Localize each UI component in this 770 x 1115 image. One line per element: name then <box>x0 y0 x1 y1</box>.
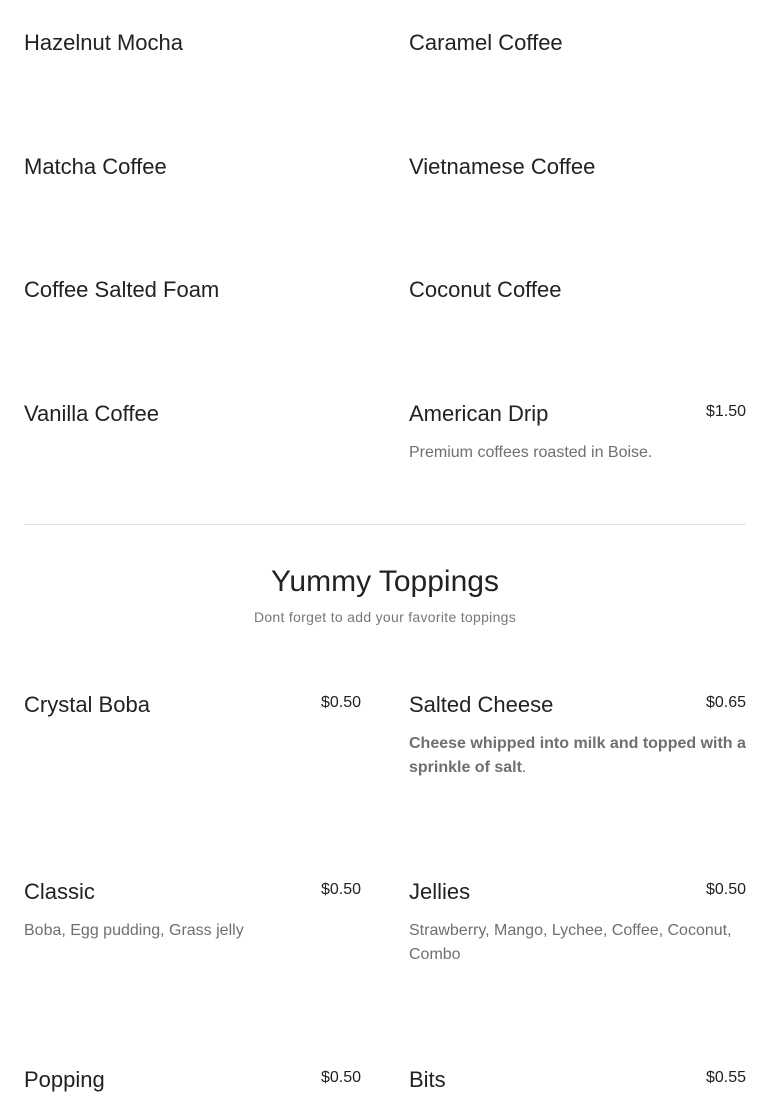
menu-item-name: Crystal Boba <box>24 692 150 717</box>
menu-item-salted-cheese <box>409 690 746 780</box>
menu-item-crystal-boba <box>24 690 361 720</box>
menu-item-description: Premium coffees roasted in Boise. <box>409 444 653 461</box>
menu-item-header <box>409 28 746 58</box>
menu-item-name: Vanilla Coffee <box>24 401 159 426</box>
menu-item-name: Coconut Coffee <box>409 277 562 302</box>
menu-item-price: $0.50 <box>320 1069 361 1086</box>
menu-item-header <box>409 399 746 429</box>
menu-item-description: Boba, Egg pudding, Grass jelly <box>24 922 244 939</box>
menu-item-classic <box>24 877 361 943</box>
menu-item-description <box>409 732 746 780</box>
menu-item-header <box>24 275 361 305</box>
menu-item-jellies <box>409 877 746 967</box>
menu-item-vanilla-coffee <box>24 399 361 429</box>
menu-item-header <box>24 690 361 720</box>
menu-item-header <box>24 877 361 907</box>
menu-item-description-bold: Cheese whipped into milk and topped with a sprinkle of salt <box>409 735 746 776</box>
menu-item-price: $0.50 <box>320 694 361 711</box>
menu-item-header <box>409 152 746 182</box>
section-title: Yummy Toppings <box>271 565 499 598</box>
menu-item-coffee-salted-foam <box>24 275 361 305</box>
menu-item-caramel-coffee <box>409 28 746 58</box>
menu-item-name: Hazelnut Mocha <box>24 30 183 55</box>
menu-item-name: Matcha Coffee <box>24 154 167 179</box>
menu-item-header <box>409 877 746 907</box>
menu-item-name: Vietnamese Coffee <box>409 154 596 179</box>
menu-item-price: $1.50 <box>705 403 746 420</box>
menu-item-coconut-coffee <box>409 275 746 305</box>
section-subtitle: Dont forget to add your favorite toppings <box>253 609 517 625</box>
menu-item-vietnamese-coffee <box>409 152 746 182</box>
menu-item-price: $0.50 <box>705 881 746 898</box>
menu-item-header <box>409 275 746 305</box>
menu-item-name: Bits <box>409 1067 446 1092</box>
menu-item-header <box>409 690 746 720</box>
menu-item-price: $0.65 <box>705 694 746 711</box>
menu-item-popping <box>24 1065 361 1095</box>
menu-item-name: Classic <box>24 879 95 904</box>
menu-item-american-drip <box>409 399 746 465</box>
menu-item-description: Strawberry, Mango, Lychee, Coffee, Coconut, Combo <box>409 922 732 963</box>
menu-item-name: Jellies <box>409 879 471 904</box>
menu-item-header <box>24 28 361 58</box>
menu-item-description-tail: . <box>521 759 527 776</box>
menu-item-hazelnut-mocha <box>24 28 361 58</box>
menu-item-header <box>24 1065 361 1095</box>
menu-item-price: $0.55 <box>705 1069 746 1086</box>
menu-item-matcha-coffee <box>24 152 361 182</box>
menu-item-bits <box>409 1065 746 1095</box>
menu-item-name: American Drip <box>409 401 549 426</box>
menu-item-name: Caramel Coffee <box>409 30 563 55</box>
section-divider <box>24 524 746 525</box>
menu-item-name: Coffee Salted Foam <box>24 277 220 302</box>
menu-item-name: Popping <box>24 1067 105 1092</box>
menu-item-price: $0.50 <box>320 881 361 898</box>
menu-item-header <box>24 399 361 429</box>
menu-item-header <box>409 1065 746 1095</box>
menu-item-name: Salted Cheese <box>409 692 554 717</box>
menu-item-header <box>24 152 361 182</box>
